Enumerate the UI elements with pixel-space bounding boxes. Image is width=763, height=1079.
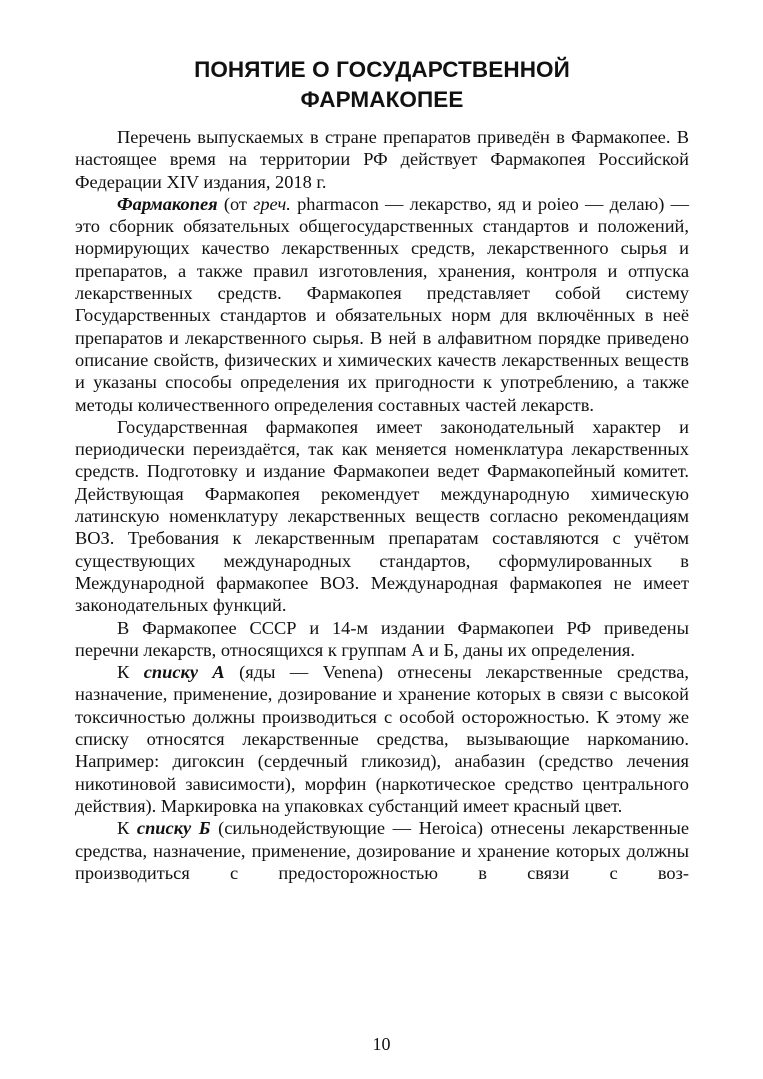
definition-text-b: pharmacon — лекарство, яд и poieo — делаю) — это сборник обязательных общегосударственных стандартов и положений, нормирующих качество лекарственных средств, лекарственного сырья и препаратов, а также правил изготовления, хранения, контроля и отпуска лекарственных средств. Фармакопея представляет собой систему Государственных стандартов и обязательных норм для включённых в неё препаратов и лекарственного сырья. В ней в алфавитном порядке приведено описание свойств, физических и химических качеств лекарственных веществ и указаны способы определения их пригодности к употреблению, а также методы количественного определения составных частей лекарств. (75, 193, 689, 415)
page-title (75, 55, 689, 115)
term-pharmacopoeia: Фармакопея (117, 193, 218, 214)
page-title-line-1: ПОНЯТИЕ О ГОСУДАРСТВЕННОЙ (194, 57, 570, 82)
page-title-line-2: ФАРМАКОПЕЕ (300, 87, 464, 112)
list-b-text: (сильнодействующие — Heroica) отнесены лекарственные средства, назначение, применение, дозирование и хранение которых должны производиться с предосторожностью в связи с воз- (75, 818, 690, 883)
page-number: 10 (372, 1034, 391, 1054)
paragraph-intro: Перечень выпускаемых в стране препаратов приведён в Фармакопее. В настоящее время на территории РФ действует Фармакопея Российской Федерации XIV издания, 2018 г. (75, 127, 689, 192)
list-a-text: (яды — Venena) отнесены лекарственные средства, назначение, применение, дозирование и хранение которых в связи с высокой токсичностью должны производиться с особой осторожностью. К этому же списку относятся лекарственные средства, вызывающие наркоманию. Например: дигоксин (сердечный гликозид), анабазин (средство лечения никотиновой зависимости), морфин (наркотическое средство центрального действия). Маркировка на упаковках субстанций имеет красный цвет. (75, 662, 690, 816)
greek-abbr: греч. (253, 193, 291, 214)
term-list-b: списку Б (136, 818, 211, 839)
paragraph-state-pharmacopoeia: Государственная фармакопея имеет законодательный характер и периодически переиздаётся, так как меняется номенклатура лекарственных средств. Подготовку и издание Фармакопеи ведет Фармакопейный комитет. Действующая Фармакопея рекомендует международную химическую латинскую номенклатуру лекарственных веществ согласно рекомендациям ВОЗ. Требования к лекарственным препаратам составляются с учётом существующих международных стандартов, сформулированных в Международной фармакопее ВОЗ. Международная фармакопея не имеет законодательных функций. (75, 416, 689, 616)
paragraph-list-b (75, 817, 689, 884)
list-b-prefix: К (117, 818, 137, 839)
term-list-a: списку А (143, 662, 225, 683)
paragraph-lists-intro: В Фармакопее СССР и 14-м издании Фармакопеи РФ приведены перечни лекарств, относящихся к группам А и Б, даны их определения. (75, 617, 689, 660)
definition-text-a: (от (217, 193, 254, 214)
list-a-prefix: К (117, 662, 144, 683)
paragraph-definition (75, 193, 689, 416)
paragraph-list-a (75, 661, 689, 817)
document-page (75, 55, 689, 884)
